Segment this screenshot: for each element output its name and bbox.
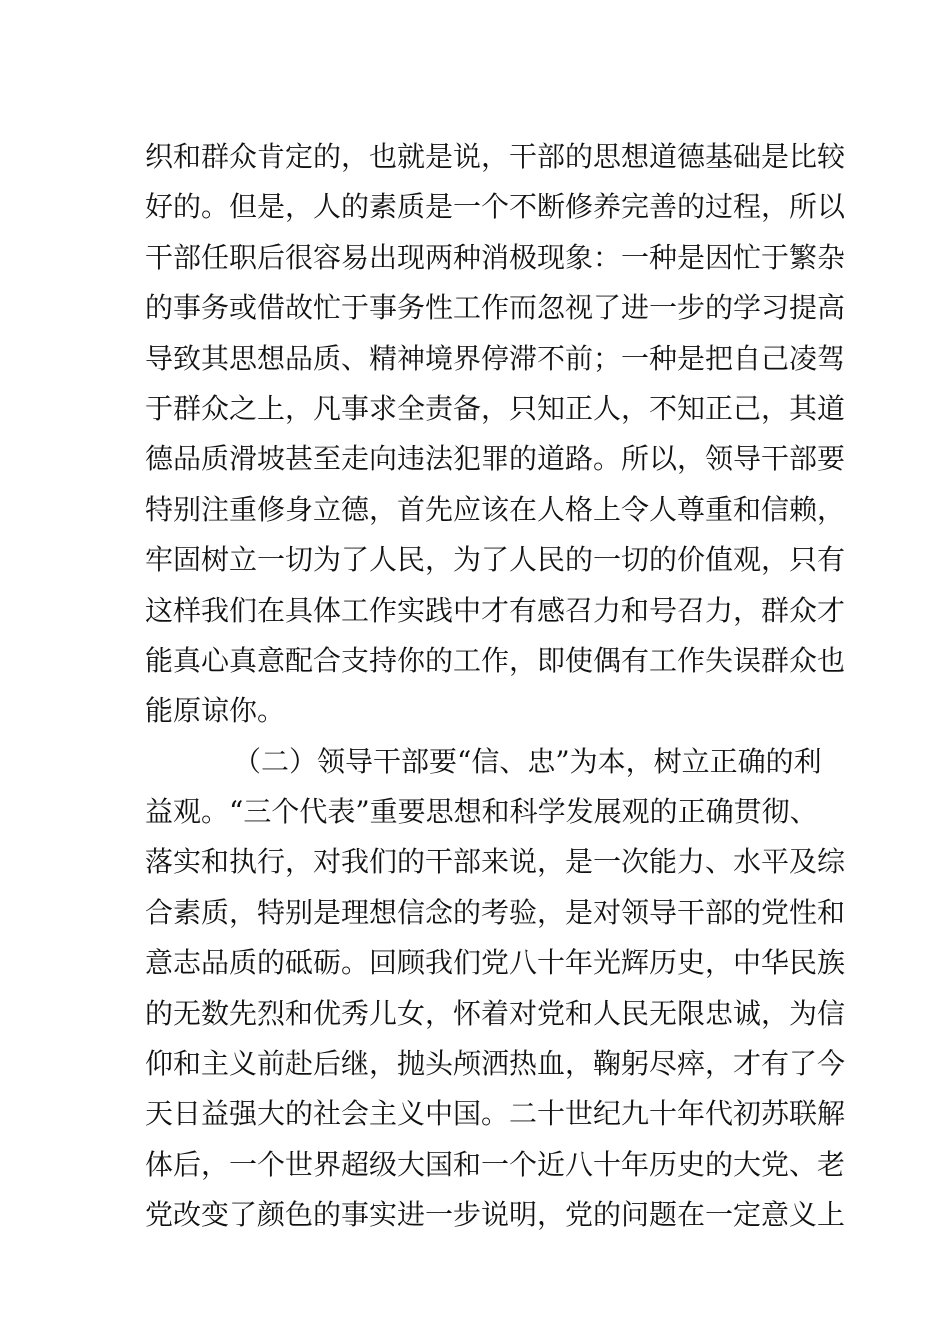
text-line: 落实和执行，对我们的干部来说，是一次能力、水平及综 — [145, 845, 846, 879]
text-line: 能真心真意配合支持你的工作，即使偶有工作失误群众也 — [145, 643, 846, 677]
text-line: 仰和主义前赴后继，抛头颅洒热血，鞠躬尽瘁，才有了今 — [145, 1047, 846, 1081]
text-line: 牢固树立一切为了人民，为了人民的一切的价值观，只有 — [145, 543, 846, 577]
text-line: 意志品质的砥砺。回顾我们党八十年光辉历史，中华民族 — [145, 946, 846, 980]
text-line: 体后，一个世界超级大国和一个近八十年历史的大党、老 — [145, 1147, 846, 1181]
text-line: 于群众之上，凡事求全责备，只知正人，不知正己，其道 — [145, 391, 846, 425]
text-line: 能原谅你。 — [145, 694, 286, 728]
text-line: 益观。“三个代表”重要思想和科学发展观的正确贯彻、 — [145, 795, 818, 829]
text-line: 的无数先烈和优秀儿女，怀着对党和人民无限忠诚，为信 — [145, 996, 846, 1030]
section-heading-line: （二）领导干部要“信、忠”为本，树立正确的利 — [233, 744, 822, 778]
text-line: 德品质滑坡甚至走向违法犯罪的道路。所以，领导干部要 — [145, 442, 846, 476]
text-line: 干部任职后很容易出现两种消极现象：一种是因忙于繁杂 — [145, 240, 846, 274]
text-line: 党改变了颜色的事实进一步说明，党的问题在一定意义上 — [145, 1198, 846, 1232]
text-line: 导致其思想品质、精神境界停滞不前；一种是把自己凌驾 — [145, 341, 846, 375]
text-line: 天日益强大的社会主义中国。二十世纪九十年代初苏联解 — [145, 1097, 846, 1131]
body-text — [0, 132, 950, 1241]
text-line: 的事务或借故忙于事务性工作而忽视了进一步的学习提高 — [145, 291, 846, 325]
text-line: 这样我们在具体工作实践中才有感召力和号召力，群众才 — [145, 593, 846, 627]
text-line: 特别注重修身立德，首先应该在人格上令人尊重和信赖， — [145, 492, 846, 526]
text-line: 合素质，特别是理想信念的考验，是对领导干部的党性和 — [145, 895, 846, 929]
text-line: 织和群众肯定的，也就是说，干部的思想道德基础是比较 — [145, 140, 846, 173]
text-line: 好的。但是，人的素质是一个不断修养完善的过程，所以 — [145, 190, 846, 224]
